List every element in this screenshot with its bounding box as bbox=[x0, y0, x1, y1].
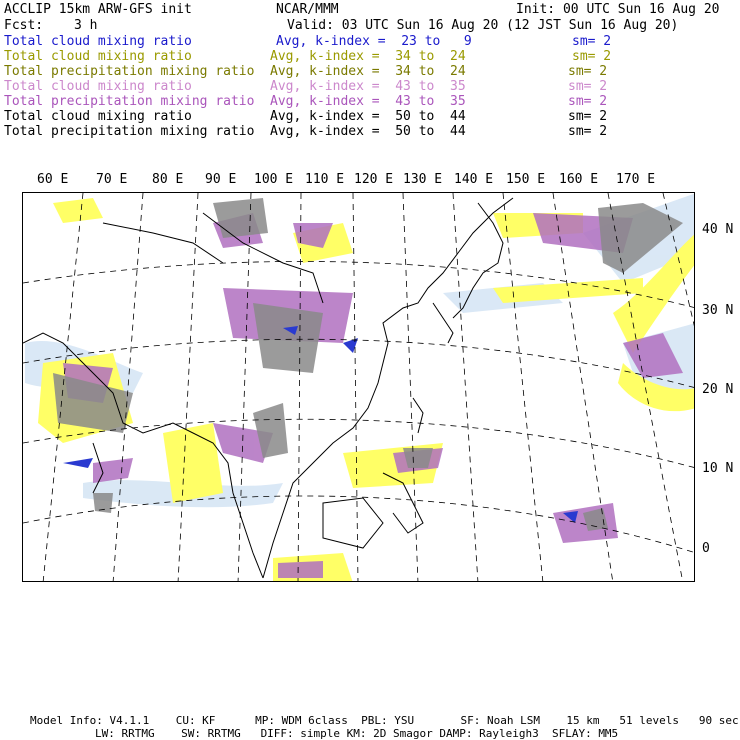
lon-label: 60 E bbox=[37, 172, 69, 187]
legend-field-sm: sm= 2 bbox=[568, 64, 608, 79]
legend-field-sm: sm= 2 bbox=[568, 109, 608, 124]
legend-field-desc: Avg, k-index = 34 to 24 bbox=[270, 64, 466, 79]
legend-field-desc: Avg, k-index = 23 to 9 bbox=[276, 34, 472, 49]
lon-label: 130 E bbox=[403, 172, 443, 187]
legend-field-name: Total cloud mixing ratio bbox=[4, 109, 192, 124]
legend-field-desc: Avg, k-index = 50 to 44 bbox=[270, 124, 466, 139]
legend-field-name: Total cloud mixing ratio bbox=[4, 34, 192, 49]
lon-label: 110 E bbox=[305, 172, 345, 187]
lon-label: 100 E bbox=[254, 172, 294, 187]
lon-label: 90 E bbox=[205, 172, 237, 187]
map-canvas bbox=[23, 193, 695, 582]
init-time: Init: 00 UTC Sun 16 Aug 20 bbox=[516, 2, 720, 17]
lon-label: 150 E bbox=[506, 172, 546, 187]
fcst-value: 3 h bbox=[74, 18, 98, 33]
legend-field-desc: Avg, k-index = 50 to 44 bbox=[270, 109, 466, 124]
legend-field-name: Total precipitation mixing ratio bbox=[4, 94, 255, 109]
lat-label: 10 N bbox=[702, 461, 734, 476]
lat-label: 0 bbox=[702, 541, 710, 556]
center-label: NCAR/MMM bbox=[276, 2, 339, 17]
map-panel bbox=[22, 192, 695, 582]
legend-field-sm: sm= 2 bbox=[568, 124, 608, 139]
lat-label: 20 N bbox=[702, 382, 734, 397]
footer-line-2: LW: RRTMG SW: RRTMG DIFF: simple KM: 2D Smagor DAMP: Rayleigh3 SFLAY: MM5 bbox=[95, 727, 619, 740]
lon-label: 80 E bbox=[152, 172, 184, 187]
lon-label: 170 E bbox=[616, 172, 656, 187]
lon-label: 160 E bbox=[559, 172, 599, 187]
model-title: ACCLIP 15km ARW-GFS init bbox=[4, 2, 192, 17]
lon-label: 120 E bbox=[354, 172, 394, 187]
lon-label: 140 E bbox=[454, 172, 494, 187]
legend-field-sm: sm= 2 bbox=[572, 49, 612, 64]
fcst-label: Fcst: bbox=[4, 18, 44, 33]
footer-line-1: Model Info: V4.1.1 CU: KF MP: WDM 6class PBL: YSU SF: Noah LSM 15 km 51 levels 90 sec bbox=[30, 714, 739, 727]
lon-label: 70 E bbox=[96, 172, 128, 187]
legend-field-sm: sm= 2 bbox=[572, 34, 612, 49]
legend-field-sm: sm= 2 bbox=[568, 94, 608, 109]
legend-field-name: Total precipitation mixing ratio bbox=[4, 124, 255, 139]
lat-label: 30 N bbox=[702, 303, 734, 318]
legend-field-name: Total cloud mixing ratio bbox=[4, 79, 192, 94]
legend-field-name: Total cloud mixing ratio bbox=[4, 49, 192, 64]
legend-field-desc: Avg, k-index = 34 to 24 bbox=[270, 49, 466, 64]
legend-field-sm: sm= 2 bbox=[568, 79, 608, 94]
legend-field-desc: Avg, k-index = 43 to 35 bbox=[270, 79, 466, 94]
lat-label: 40 N bbox=[702, 222, 734, 237]
legend-field-name: Total precipitation mixing ratio bbox=[4, 64, 255, 79]
valid-time: Valid: 03 UTC Sun 16 Aug 20 (12 JST Sun 16 Aug 20) bbox=[287, 18, 679, 33]
legend-field-desc: Avg, k-index = 43 to 35 bbox=[270, 94, 466, 109]
